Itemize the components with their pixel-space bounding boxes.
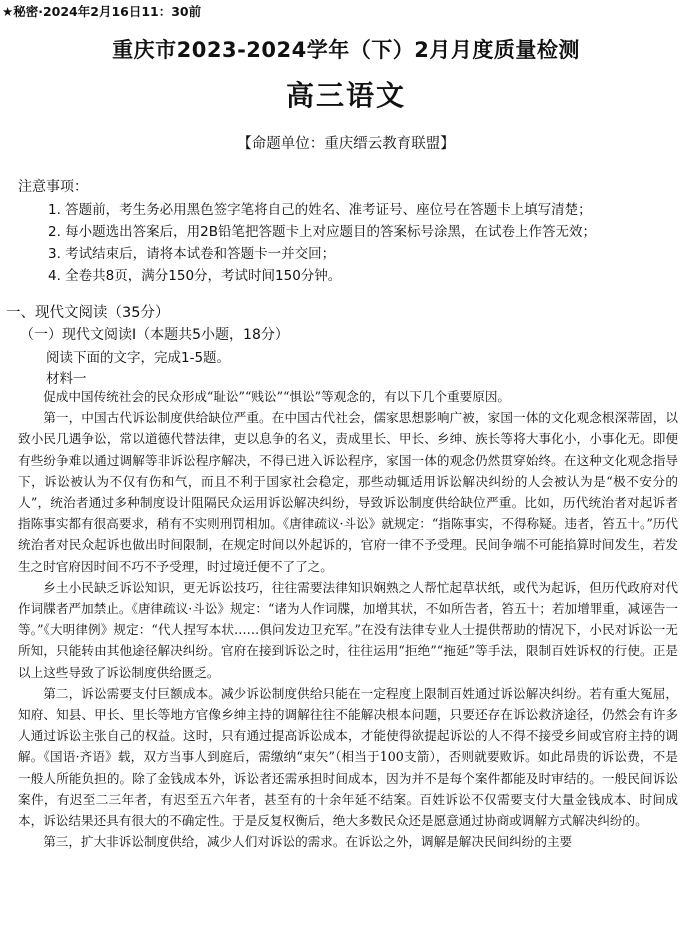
subsection-heading: （一）现代文阅读Ⅰ（本题共5小题，18分） — [20, 327, 289, 343]
exam-title: 重庆市2023-2024学年（下）2月月度质量检测 — [112, 38, 580, 62]
note-item: 2. 每小题选出答案后，用2B铅笔把答题卡上对应题目的答案标号涂黑，在试卷上作答无效； — [48, 224, 597, 240]
material-label: 材料一 — [46, 371, 87, 387]
notes-list — [48, 199, 688, 287]
passage-paragraph: 乡土小民缺乏诉讼知识，更无诉讼技巧，往往需要法律知识娴熟之人帮忙起草状纸，或代为起诉，但历代政府对代作词牒者严加禁止。《唐律疏议·斗讼》规定：“诸为人作词牒，加增其状，不如所告者，笞五十；若加增罪重，减诬告一等。”《大明律例》规定：“代人捏写本状……俱问发边卫充军。”在没有法律专业人士提供帮助的情况下，小民对诉讼一无所知，只能转由其他途径解决纠纷。官府在接到诉讼之时，往往运用“拒绝”“拖延”等手法，限制百姓诉权的行使。正是以上这些导致了诉讼制度供给匮乏。 — [18, 579, 678, 680]
reading-instruction: 阅读下面的文字，完成1-5题。 — [46, 350, 231, 366]
note-item: 4. 全卷共8页，满分150分，考试时间150分钟。 — [48, 268, 342, 284]
notes-heading: 注意事项： — [18, 179, 88, 195]
confidential-notice: ★秘密·2024年2月16日11：30前 — [2, 4, 202, 19]
passage-paragraph: 促成中国传统社会的民众形成“耻讼”“贱讼”“惧讼”等观念的，有以下几个重要原因。 — [43, 389, 511, 404]
reading-passage — [18, 386, 678, 852]
passage-paragraph: 第一，中国古代诉讼制度供给缺位严重。在中国古代社会，儒家思想影响广被，家国一体的文化观念根深蒂固，以致小民几遇争讼，常以道德代替法律，吏以息争的名义，责成里长、甲长、乡绅、族长等将大事化小，小事化无。即便有些纷争难以通过调解等非诉讼程序解决，不得已进入诉讼程序，家国一体的观念仍然贯穿始终。在这种文化观念指导下，诉讼被认为不仅有伤和气，而且不利于国家社会稳定，那些动辄适用诉讼解决纠纷的人会被认为是“极不安分的人”，统治者通过多种制度设计阻隔民众运用诉讼解决纠纷，导致诉讼制度供给缺位严重。比如，历代统治者对起诉者指陈事实都有很高要求，稍有不实则刑罚相加。《唐律疏议·斗讼》就规定：“指陈事实，不得称疑。违者，笞五十。”历代统治者对民众起诉也做出时间限制，在规定时间以外起诉的，官府一律不予受理。民间争端不可能掐算时间发生，若发生之时官府因时间不巧不予受理，时过境迁便不了了之。 — [18, 410, 678, 574]
issuing-unit: 【命题单位：重庆缙云教育联盟】 — [237, 136, 455, 152]
note-item: 1. 答题前，考生务必用黑色签字笔将自己的姓名、准考证号、座位号在答题卡上填写清楚； — [48, 202, 592, 218]
subject-title: 高三语文 — [285, 79, 406, 112]
section-heading: 一、现代文阅读（35分） — [6, 305, 170, 321]
passage-paragraph: 第二，诉讼需要支付巨额成本。减少诉讼制度供给只能在一定程度上限制百姓通过诉讼解决纠纷。若有重大冤屈，知府、知县、甲长、里长等地方官像乡绅主持的调解往往不能解决根本问题，只要还存在诉讼救济途径，仍然会有许多人通过诉讼主张自己的权益。这时，只有通过提高诉讼成本，才能使得欲提起诉讼的人不得不接受乡间或官府主持的调解。《国语·齐语》载，双方当事人到庭后，需缴纳“束矢”（相当于100支箭），否则就要败诉。如此昂贵的诉讼费，不是一般人所能负担的。除了金钱成本外，诉讼者还需承担时间成本，因为并不是每个案件都能及时审结的。一般民间诉讼案件，有迟至二三年者，有迟至五六年者，甚至有的十余年延不结案。百姓诉讼不仅需要支付大量金钱成本、时间成本，诉讼结果还具有很大的不确定性。于是反复权衡后，绝大多数民众还是愿意通过协商或调解方式解决纠纷的。 — [18, 685, 678, 829]
passage-paragraph: 第三，扩大非诉讼制度供给，减少人们对诉讼的需求。在诉讼之外，调解是解决民间纠纷的主要 — [43, 834, 573, 850]
note-item: 3. 考试结束后，请将本试卷和答题卡一并交回； — [48, 246, 336, 262]
